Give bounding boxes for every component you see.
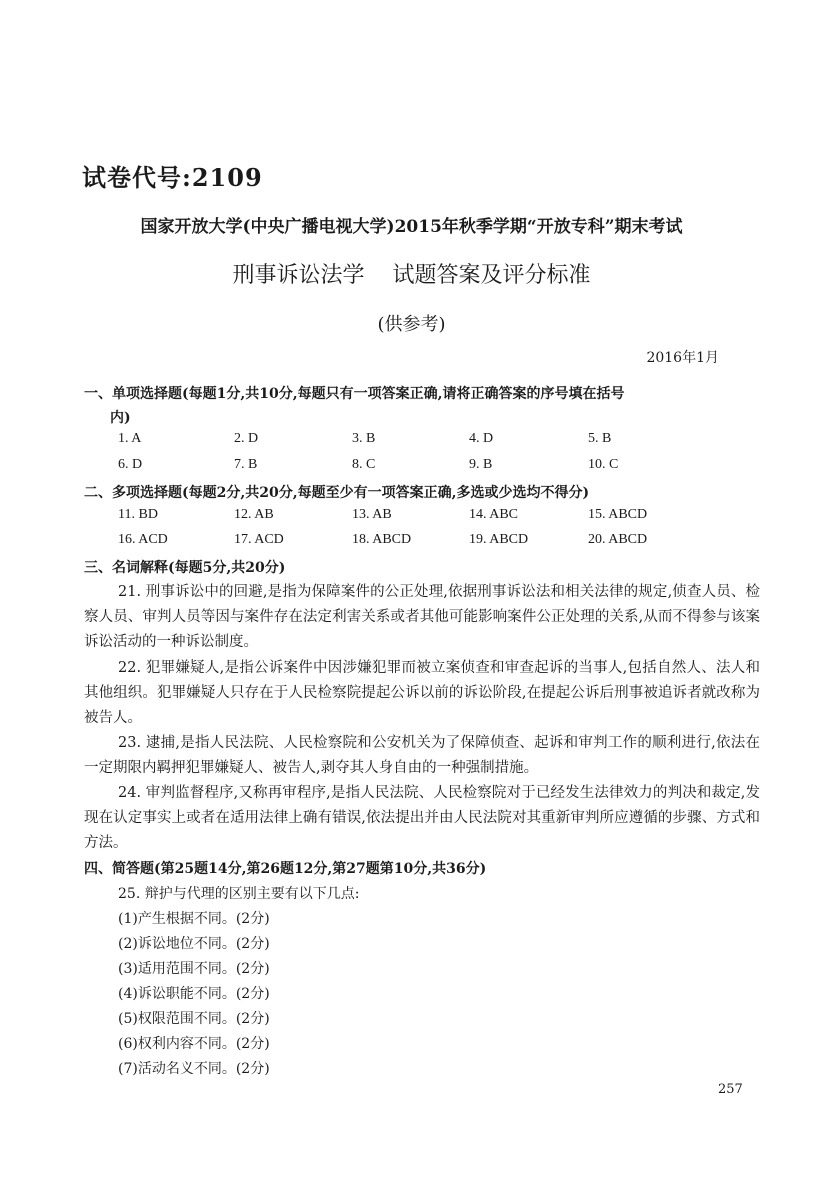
reference-note: (供参考): [377, 314, 446, 335]
answer-3: 3. B: [352, 431, 376, 446]
answer-13: 13. AB: [352, 507, 392, 522]
answer-16: 16. ACD: [118, 532, 168, 547]
section1-heading-cont: 内): [110, 410, 131, 426]
section3-heading: 三、名词解释(每题5分,共20分): [84, 560, 286, 576]
answer-4: 4. D: [469, 431, 494, 446]
answer-20: 20. ABCD: [588, 532, 648, 547]
answer-17: 17. ACD: [234, 532, 284, 547]
answer-25-item: (5)权限范围不同。(2分): [118, 1011, 270, 1027]
answer-22-paragraph: 22. 犯罪嫌疑人,是指公诉案件中因涉嫌犯罪而被立案侦查和审查起诉的当事人,包括自然人、法人和其他组织。犯罪嫌疑人只存在于人民检察院提起公诉以前的诉讼阶段,在提起公诉后刑事被追诉者就改称为被告人。: [84, 660, 760, 726]
answer-24-paragraph: 24. 审判监督程序,又称再审程序,是指人民法院、人民检察院对于已经发生法律效力的判决和裁定,发现在认定事实上或者在适用法律上确有错误,依法提出并由人民法院对其重新审判所应遵循的步骤、方式和方法。: [84, 785, 760, 851]
exam-title: 国家开放大学(中央广播电视大学)2015年秋季学期“开放专科”期末考试: [140, 217, 683, 237]
section2-heading: 二、多项选择题(每题2分,共20分,每题至少有一项答案正确,多选或少选均不得分): [84, 485, 590, 501]
answer-8: 8. C: [352, 457, 376, 472]
answer-14: 14. ABC: [469, 507, 519, 522]
answer-19: 19. ABCD: [469, 532, 529, 547]
answer-7: 7. B: [234, 457, 258, 472]
answer-12: 12. AB: [234, 507, 274, 522]
answer-25-item: (3)适用范围不同。(2分): [118, 961, 270, 977]
document-subtitle: 刑事诉讼法学 试题答案及评分标准: [232, 263, 591, 288]
answer-25-item: (4)诉讼职能不同。(2分): [118, 986, 270, 1002]
answer-1: 1. A: [118, 431, 142, 446]
answer-25-item: (2)诉讼地位不同。(2分): [118, 936, 270, 952]
answer-25-item: (1)产生根据不同。(2分): [118, 911, 270, 927]
answer-2: 2. D: [234, 431, 259, 446]
answer-15: 15. ABCD: [588, 507, 648, 522]
answer-25-item: (7)活动名义不同。(2分): [118, 1061, 270, 1077]
answer-10: 10. C: [588, 457, 619, 472]
page-number: 257: [718, 1082, 743, 1097]
answer-25-intro: 25. 辩护与代理的区别主要有以下几点:: [118, 886, 360, 902]
answer-5: 5. B: [588, 431, 612, 446]
answer-25-item: (6)权利内容不同。(2分): [118, 1036, 270, 1052]
answer-6: 6. D: [118, 457, 143, 472]
section1-heading: 一、单项选择题(每题1分,共10分,每题只有一项答案正确,请将正确答案的序号填在括号: [84, 386, 625, 402]
answer-9: 9. B: [469, 457, 493, 472]
paper-code: 试卷代号:2109: [82, 163, 263, 192]
section4-heading: 四、简答题(第25题14分,第26题12分,第27题第10分,共36分): [84, 861, 487, 877]
answer-21-paragraph: 21. 刑事诉讼中的回避,是指为保障案件的公正处理,依据刑事诉讼法和相关法律的规定,侦查人员、检察人员、审判人员等因与案件存在法定利害关系或者其他可能影响案件公正处理的关系,从而不得参与该案诉讼活动的一种诉讼制度。: [84, 584, 760, 650]
answer-18: 18. ABCD: [352, 532, 412, 547]
answer-23-paragraph: 23. 逮捕,是指人民法院、人民检察院和公安机关为了保障侦查、起诉和审判工作的顺利进行,依法在一定期限内羁押犯罪嫌疑人、被告人,剥夺其人身自由的一种强制措施。: [84, 735, 760, 776]
document-date: 2016年1月: [646, 350, 719, 366]
answer-11: 11. BD: [118, 507, 158, 522]
